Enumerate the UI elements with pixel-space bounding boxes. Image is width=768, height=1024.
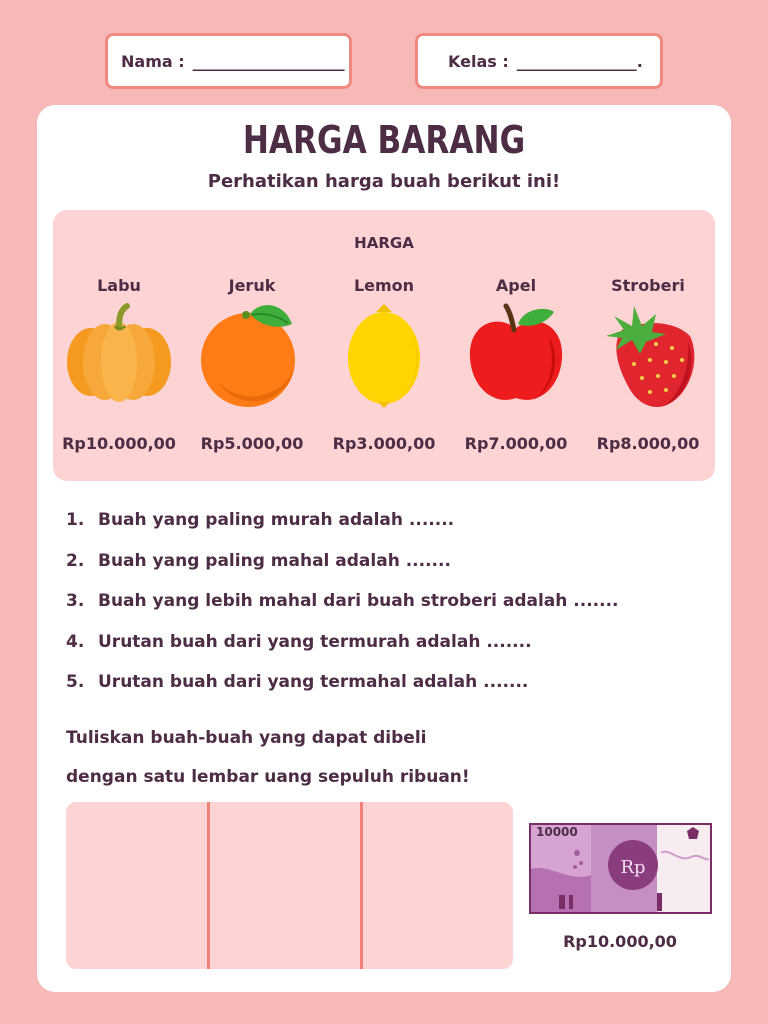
- fruit-item-jeruk: [186, 276, 318, 453]
- instruction-line-1: Tuliskan buah-buah yang dapat dibeli: [66, 728, 427, 748]
- column-divider: [207, 802, 210, 969]
- fruit-item-lemon: [318, 276, 450, 453]
- fruit-price: Rp10.000,00: [62, 434, 176, 453]
- fruit-name: Lemon: [353, 276, 415, 295]
- pumpkin-icon: [65, 302, 173, 402]
- strawberry-icon: [594, 302, 702, 408]
- answer-box[interactable]: [66, 802, 513, 969]
- fruit-item-apel: [450, 276, 582, 453]
- banknote-icon: [529, 823, 712, 914]
- fruit-name: Labu: [97, 276, 141, 295]
- question-number: 5.: [66, 672, 85, 692]
- question-item: [66, 510, 706, 551]
- question-list: [66, 510, 706, 713]
- instruction-line-2: dengan satu lembar uang sepuluh ribuan!: [66, 767, 470, 787]
- fruit-item-labu: [53, 276, 185, 453]
- class-label: Kelas :: [448, 51, 509, 71]
- banknote-label: Rp10.000,00: [563, 932, 677, 951]
- fruit-name: Jeruk: [228, 276, 276, 295]
- banknote-denomination: 10000: [536, 825, 578, 839]
- question-item: [66, 632, 706, 673]
- name-blank: ___________________: [192, 51, 345, 71]
- question-item: [66, 551, 706, 592]
- class-blank: _______________.: [516, 51, 643, 71]
- fruit-name: Stroberi: [611, 276, 685, 295]
- page-subtitle: Perhatikan harga buah berikut ini!: [207, 171, 561, 192]
- question-text: Buah yang paling murah adalah .......: [98, 510, 455, 530]
- question-text: Urutan buah dari yang termahal adalah .......: [98, 672, 529, 692]
- name-label: Nama :: [121, 51, 185, 71]
- fruit-name: Apel: [495, 276, 537, 295]
- fruit-price: Rp3.000,00: [332, 434, 436, 453]
- question-item: [66, 672, 706, 713]
- question-number: 2.: [66, 550, 85, 571]
- price-heading: HARGA: [354, 234, 414, 252]
- question-text: Buah yang lebih mahal dari buah stroberi adalah .......: [98, 591, 619, 611]
- fruit-price: Rp7.000,00: [464, 434, 568, 453]
- fruit-item-stroberi: [582, 276, 714, 453]
- question-number: 1.: [66, 510, 85, 530]
- column-divider: [360, 802, 363, 969]
- question-number: 3.: [66, 591, 85, 611]
- banknote-symbol: Rp: [620, 857, 646, 878]
- question-text: Buah yang paling mahal adalah .......: [98, 550, 451, 571]
- orange-icon: [198, 302, 306, 408]
- fruit-price: Rp8.000,00: [596, 434, 700, 453]
- question-text: Urutan buah dari yang termurah adalah .......: [98, 631, 532, 652]
- name-field[interactable]: [105, 33, 352, 89]
- class-field[interactable]: [415, 33, 663, 89]
- question-item: [66, 591, 706, 632]
- page-title: HARGA BARANG: [242, 118, 526, 162]
- question-number: 4.: [66, 631, 85, 652]
- lemon-icon: [330, 302, 438, 408]
- fruit-price: Rp5.000,00: [200, 434, 304, 453]
- apple-icon: [462, 302, 570, 408]
